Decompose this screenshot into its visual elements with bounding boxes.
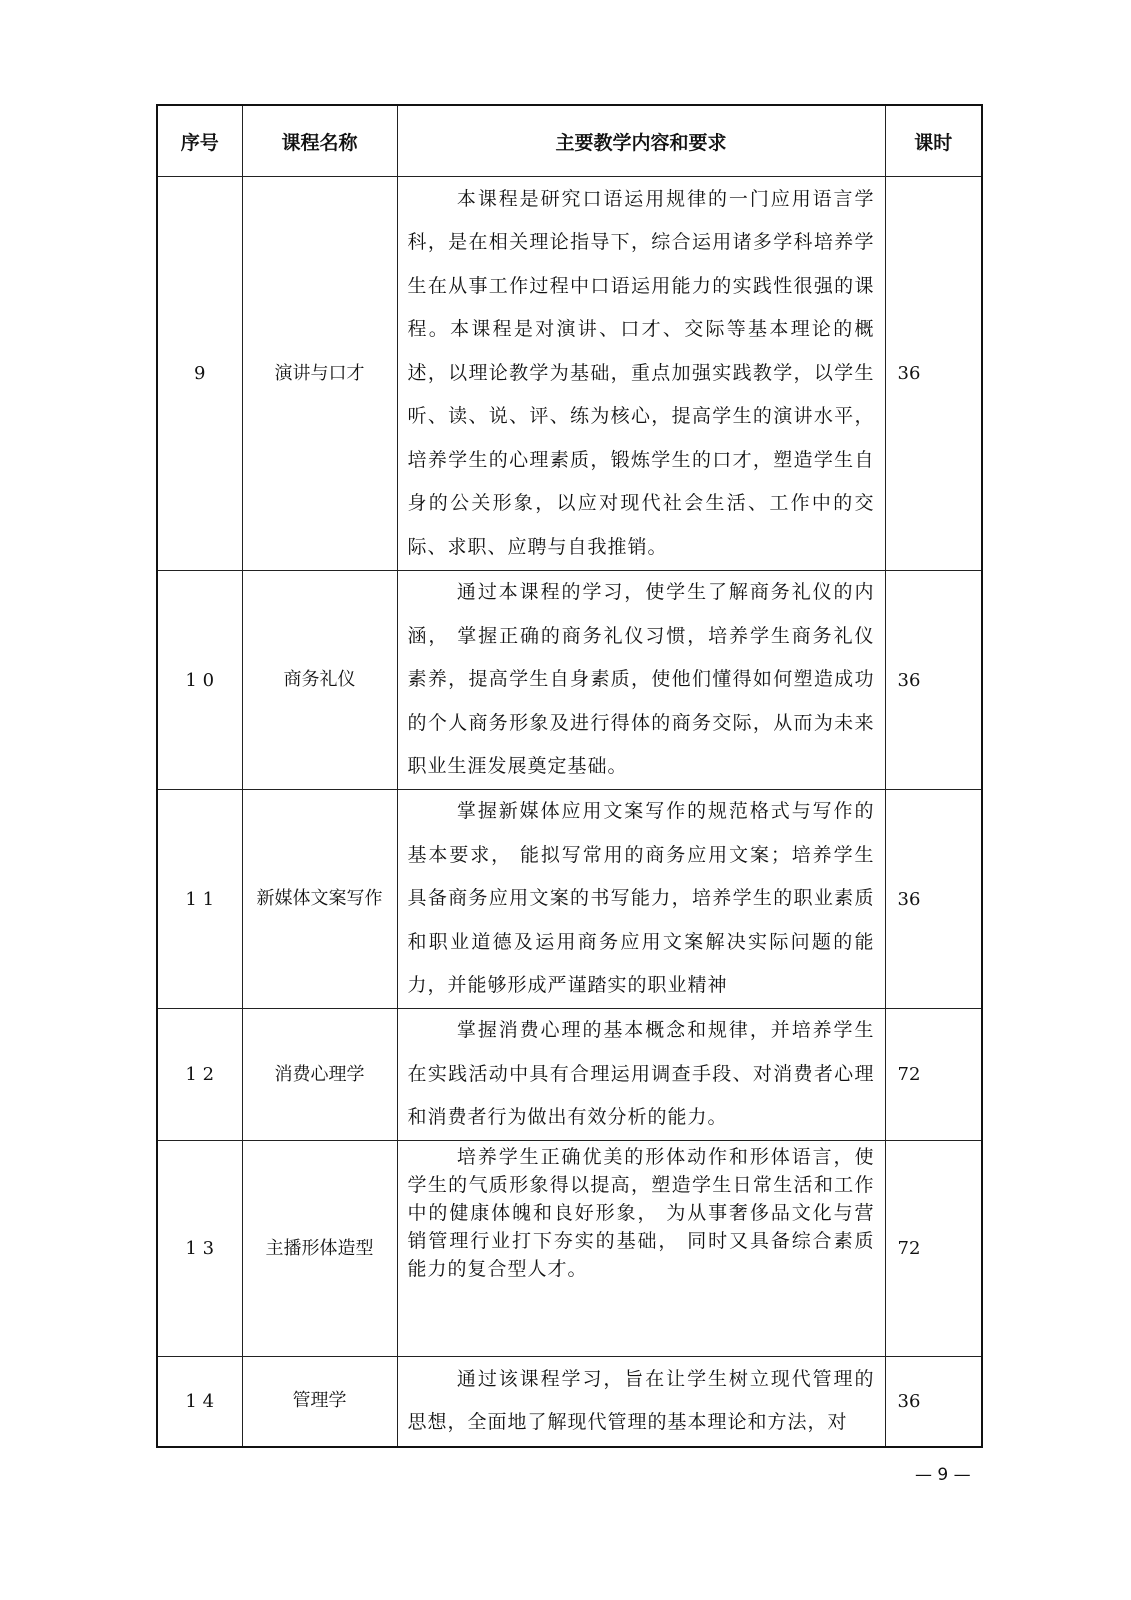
row-course-content — [397, 1357, 885, 1447]
row-course-name: 演讲与口才 — [242, 177, 397, 571]
row-class-hours: 72 — [885, 1009, 982, 1141]
row-class-hours: 36 — [885, 790, 982, 1009]
header-course-content: 主要教学内容和要求 — [397, 105, 885, 177]
course-table — [156, 104, 983, 1448]
row-course-content — [397, 1141, 885, 1357]
header-serial-number: 序号 — [157, 105, 242, 177]
row-course-content-text: 本课程是研究口语运用规律的一门应用语言学科，是在相关理论指导下，综合运用诸多学科培养学生在从事工作过程中口语运用能力的实践性很强的课程。本课程是对演讲、口才、交际等基本理论的概述，以理论教学为基础，重点加强实践教学，以学生听、读、说、评、练为核心，提高学生的演讲水平，培养学生的心理素质，锻炼学生的口才，塑造学生自身的公关形象，以应对现代社会生活、工作中的交际、求职、应聘与自我推销。 — [407, 187, 875, 558]
row-course-name: 商务礼仪 — [242, 571, 397, 790]
row-course-name: 主播形体造型 — [242, 1141, 397, 1357]
table-row — [157, 1141, 982, 1357]
table-row — [157, 571, 982, 790]
table-row — [157, 177, 982, 571]
row-serial-number: 1 3 — [157, 1141, 242, 1357]
table-row — [157, 1357, 982, 1447]
row-course-content-text: 掌握新媒体应用文案写作的规范格式与写作的基本要求， 能拟写常用的商务应用文案；培养学生具备商务应用文案的书写能力，培养学生的职业素质和职业道德及运用商务应用文案解决实际问题的能力，并能够形成严谨踏实的职业精神 — [407, 800, 875, 997]
row-course-name: 新媒体文案写作 — [242, 790, 397, 1009]
row-course-content-text: 通过该课程学习，旨在让学生树立现代管理的思想，全面地了解现代管理的基本理论和方法，对 — [407, 1368, 875, 1434]
row-course-name: 消费心理学 — [242, 1009, 397, 1141]
table-row — [157, 1009, 982, 1141]
row-course-content-text: 掌握消费心理的基本概念和规律，并培养学生在实践活动中具有合理运用调查手段、对消费者心理和消费者行为做出有效分析的能力。 — [407, 1019, 875, 1129]
row-course-name: 管理学 — [242, 1357, 397, 1447]
row-class-hours: 36 — [885, 177, 982, 571]
row-serial-number: 1 1 — [157, 790, 242, 1009]
header-course-name: 课程名称 — [242, 105, 397, 177]
row-class-hours: 36 — [885, 1357, 982, 1447]
header-class-hours: 课时 — [885, 105, 982, 177]
row-serial-number: 1 2 — [157, 1009, 242, 1141]
row-course-content — [397, 571, 885, 790]
row-course-content-text: 培养学生正确优美的形体动作和形体语言，使学生的气质形象得以提高，塑造学生日常生活和工作中的健康体魄和良好形象， 为从事奢侈品文化与营销管理行业打下夯实的基础， 同时又具备综合素质能力的复合型人才。 — [407, 1146, 875, 1280]
row-course-content-text: 通过本课程的学习，使学生了解商务礼仪的内涵， 掌握正确的商务礼仪习惯，培养学生商务礼仪素养，提高学生自身素质，使他们懂得如何塑造成功的个人商务形象及进行得体的商务交际，从而为未来职业生涯发展奠定基础。 — [407, 581, 875, 778]
row-serial-number: 1 0 — [157, 571, 242, 790]
row-course-content — [397, 790, 885, 1009]
row-serial-number: 9 — [157, 177, 242, 571]
row-serial-number: 1 4 — [157, 1357, 242, 1447]
row-class-hours: 36 — [885, 571, 982, 790]
table-header-row — [157, 105, 982, 177]
row-course-content — [397, 1009, 885, 1141]
row-course-content — [397, 177, 885, 571]
page-number: — 9 — — [915, 1465, 971, 1485]
table-row — [157, 790, 982, 1009]
row-class-hours: 72 — [885, 1141, 982, 1357]
